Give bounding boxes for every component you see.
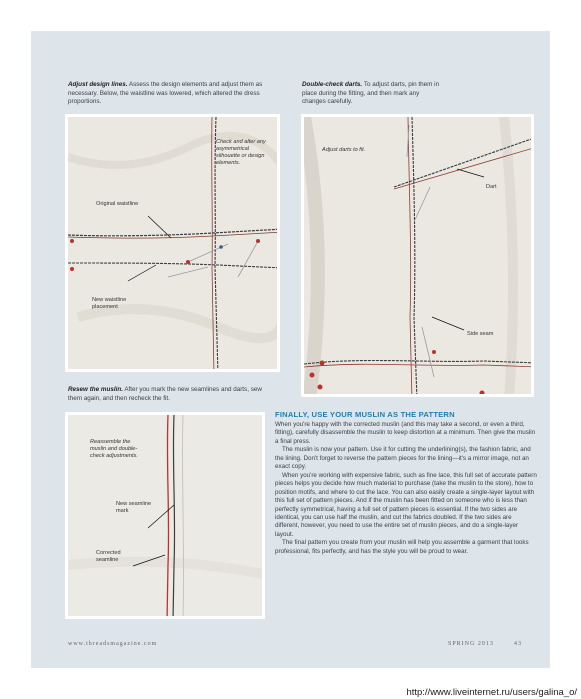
photo1-note: Check and alter any asymmetrical silhouette or design elements. — [216, 139, 266, 166]
photo3-note: Reassemble the muslin and double-check adjustments. — [90, 439, 138, 459]
caption-title: Resew the muslin. — [68, 386, 123, 393]
caption-text: Assess the design elements and adjust them as necessary. Below, the waistline was lowered, which altered the dress proportions. — [68, 81, 263, 106]
footer-issue: SPRING 2013 — [448, 641, 494, 647]
side-seam-label: Side seam — [467, 331, 494, 337]
caption-double-check-darts — [302, 81, 442, 107]
caption-title: Adjust design lines. — [68, 81, 128, 88]
caption-adjust-design-lines — [68, 81, 273, 107]
photo-darts — [301, 114, 534, 397]
footer-page-number: 43 — [514, 641, 522, 647]
photo-seamlines — [65, 412, 265, 619]
photo2-note: Adjust darts to fit. — [322, 147, 366, 153]
new-waistline-label: New waistline placement — [92, 297, 127, 310]
caption-resew-muslin — [68, 386, 268, 403]
section-body — [275, 421, 537, 556]
photo-waistline — [65, 114, 280, 372]
body-paragraph: When you're working with expensive fabric, such as fine lace, this full set of accurate pattern pieces helps you decide how much material to purchase (take the muslin to the store), how to position motifs, and where to cut the lace. You can also easily create a single-layer layout with this full set of pattern pieces. And if the muslin has been fitted on someone who is less than perfectly symmetrical, having a full set of pattern pieces is essential. If the two sides are identical, you can use half the muslin, and cut the fabrics doubled. If the two sides are different, however, you need to use the entire set of muslin pieces, and do a single-layer layout. — [275, 471, 537, 538]
body-paragraph: The muslin is now your pattern. Use it for cutting the underlining(s), the fashion fabric, and the lining. Don't forget to reverse the pattern pieces for the lining—it's a mirror image, not an exact copy. — [275, 446, 531, 471]
body-paragraph: The final pattern you create from your muslin will help you assemble a garment that looks professional, fits perfectly, and has the style you will be proud to wear. — [275, 539, 529, 555]
watermark-url: http://www.liveinternet.ru/users/galina_o/ — [406, 687, 577, 698]
caption-title: Double-check darts. — [302, 81, 363, 88]
magazine-page — [31, 31, 550, 668]
photo-darts-drawing — [304, 117, 534, 397]
section-heading: FINALLY, USE YOUR MUSLIN AS THE PATTERN — [275, 410, 455, 419]
dart-label: Dart — [486, 184, 497, 190]
corrected-seamline-label: Corrected seamline — [96, 550, 121, 563]
caption-text: To adjust darts, pin them in place during the fitting, and then mark any changes carefully. — [302, 81, 440, 106]
caption-text: After you mark the new seamlines and darts, sew them again, and then recheck the fit. — [68, 386, 262, 402]
body-paragraph: When you're happy with the corrected muslin (and this may take a second, or even a third, fitting), carefully disassemble the muslin to keep distortion at a minimum. Then give the muslin a final press. — [275, 421, 536, 445]
footer-site: www.threadsmagazine.com — [68, 641, 158, 647]
new-seamline-label: New seamline mark — [116, 501, 152, 514]
original-waistline-label: Original waistline — [96, 201, 139, 207]
